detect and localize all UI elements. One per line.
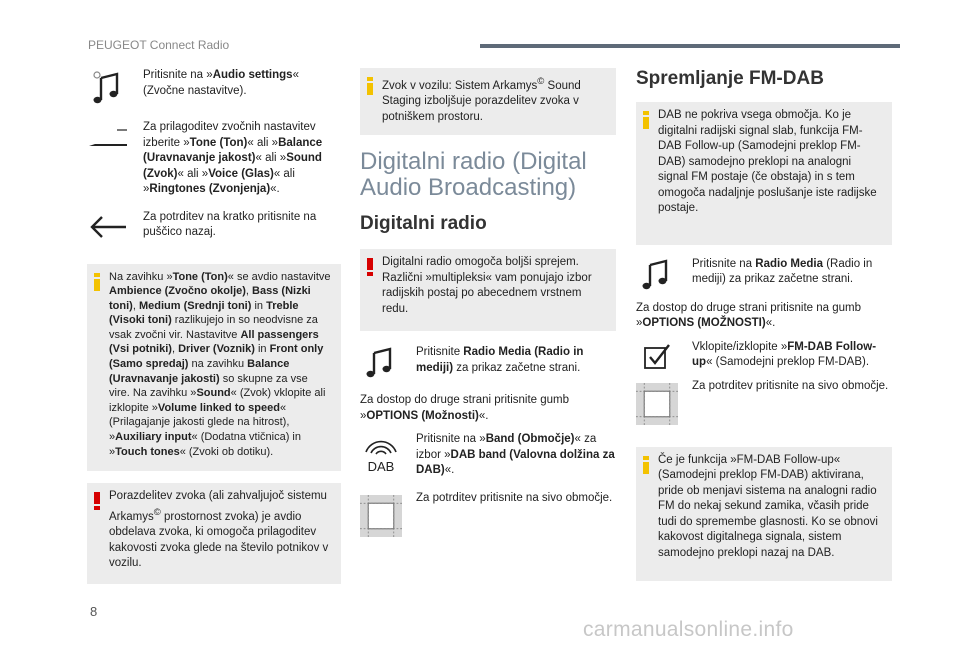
sound-staging-note: Zvok v vozilu: Sistem Arkamys© Sound Staging izboljšuje porazdelitev zvoka v potniškem prostoru. xyxy=(360,68,616,135)
audio-settings-item xyxy=(87,68,341,106)
radio-media-item xyxy=(360,345,616,379)
band-text: Pritisnite na »Band (Območje)« za izbor »DAB band (Valovna dolžina za DAB)«. xyxy=(416,433,615,477)
options-paragraph-2: Za dostop do druge strani pritisnite na gumb »OPTIONS (MOŽNOSTI)«. xyxy=(636,301,862,329)
grey-area-icon xyxy=(636,379,678,427)
header-bar xyxy=(480,44,900,48)
arkamys-warning-note: Porazdelitev zvoka (ali zahvaljujoč sistemu Arkamys© prostornost zvoka) je avdio obdelava zvoka, ki omogoča prilagoditev kakovosti zvoka glede na število potnikov v vozilu. xyxy=(87,483,341,583)
sound-options-text: Za prilagoditev zvočnih nastavitev izberite »Tone (Ton)« ali »Balance (Uravnavanje jakost)« ali »Sound (Zvok)« ali »Voice (Glas)« ali »Ringtones (Zvonjenja)«. xyxy=(143,121,323,195)
options-paragraph: Za dostop do druge strani pritisnite gumb »OPTIONS (Možnosti)«. xyxy=(360,394,570,422)
page-number: 8 xyxy=(90,604,98,619)
checkbox-icon xyxy=(636,340,678,370)
music-note-icon xyxy=(636,257,678,291)
follow-up-info-note: Če je funkcija »FM-DAB Follow-up« (Samodejni preklop FM-DAB) aktivirana, pride ob menjavi sistema na analogni radio FM do nekaj sekund zamika, včasih pride tudi do spremembe glasnosti. Ko se obnovi kakovost digitalnega signala, sistem samodejno preklopi nazaj na DAB. xyxy=(636,447,892,582)
band-item xyxy=(360,432,616,479)
slider-bar-icon xyxy=(87,120,129,150)
column-2 xyxy=(360,68,616,539)
column-3 xyxy=(636,68,892,581)
info-mark-icon xyxy=(367,77,373,95)
back-arrow-text: Za potrditev na kratko pritisnite na puščico nazaj. xyxy=(143,210,317,238)
follow-up-toggle-text: Vklopite/izklopite »FM-DAB Follow-up« (Samodejni preklop FM-DAB). xyxy=(692,340,877,368)
svg-text:DAB: DAB xyxy=(367,459,395,475)
radio-media-item-2 xyxy=(636,257,892,291)
music-settings-icon xyxy=(87,68,129,106)
grey-area-text: Za potrditev pritisnite na sivo območje. xyxy=(416,491,613,504)
grey-area-item xyxy=(360,491,616,539)
audio-settings-text: Pritisnite na »Audio settings« (Zvočne nastavitve). xyxy=(143,69,299,97)
music-note-icon xyxy=(360,345,402,379)
info-mark-icon xyxy=(94,273,100,291)
warning-mark-icon xyxy=(367,258,373,276)
digital-radio-warning: Digitalni radio omogoča boljši sprejem. Različni »multipleksi« vam ponujajo izbor radijskih postaj po abecednem vrstnem redu. xyxy=(360,249,616,331)
sound-options-item xyxy=(87,120,341,198)
grey-area-icon xyxy=(360,491,402,539)
digital-radio-heading: Digitalni radio xyxy=(360,213,487,235)
column-1 xyxy=(87,68,341,584)
watermark: carmanualsonline.info xyxy=(583,618,794,641)
fm-dab-heading: Spremljanje FM-DAB xyxy=(636,68,824,89)
grey-area-item-2 xyxy=(636,379,892,427)
dab-heading: Digitalni radio (Digital Audio Broadcasting) xyxy=(360,148,587,202)
tone-info-note: Na zavihku »Tone (Ton)« se avdio nastavitve Ambience (Zvočno okolje), Bass (Nizki toni), Medium (Srednji toni) in Treble (Visoki toni) razlikujejo in so neodvisne za vsak zvočni vir. Nastavitve All passengers (Vsi potniki), Driver (Voznik) in Front only (Samo spredaj) na zavihku Balance (Uravnavanje jakosti) so skupne za vse vire. Na zavihku »Sound« (Zvok) vklopite ali izklopite »Volume linked to speed« (Prilagajanje jakosti glede na hitrost), »Auxiliary input« (Dodatna vtičnica) in »Touch tones« (Zvoki ob dotiku). xyxy=(87,264,341,472)
back-arrow-icon xyxy=(87,210,129,242)
header-title: PEUGEOT Connect Radio xyxy=(88,38,230,52)
dab-radio-icon xyxy=(360,432,402,474)
radio-media-text-2: Pritisnite na Radio Media (Radio in mediji) za prikaz začetne strani. xyxy=(692,257,873,285)
back-arrow-item xyxy=(87,210,341,242)
radio-media-text: Pritisnite Radio Media (Radio in mediji) za prikaz začetne strani. xyxy=(416,346,584,374)
follow-up-toggle-item xyxy=(636,340,892,371)
info-mark-icon xyxy=(643,111,649,129)
warning-mark-icon xyxy=(94,492,100,510)
info-mark-icon xyxy=(643,456,649,474)
fm-dab-info-note: DAB ne pokriva vsega območja. Ko je digitalni radijski signal slab, funkcija FM-DAB Follow-up (Samodejni preklop FM-DAB) samodejno preklopi na analogni signal FM postaje (če obstaja) in s tem omogoča nadaljnje poslušanje iste radijske postaje. xyxy=(636,102,892,245)
grey-area-text-2: Za potrditev pritisnite na sivo območje. xyxy=(692,379,889,392)
